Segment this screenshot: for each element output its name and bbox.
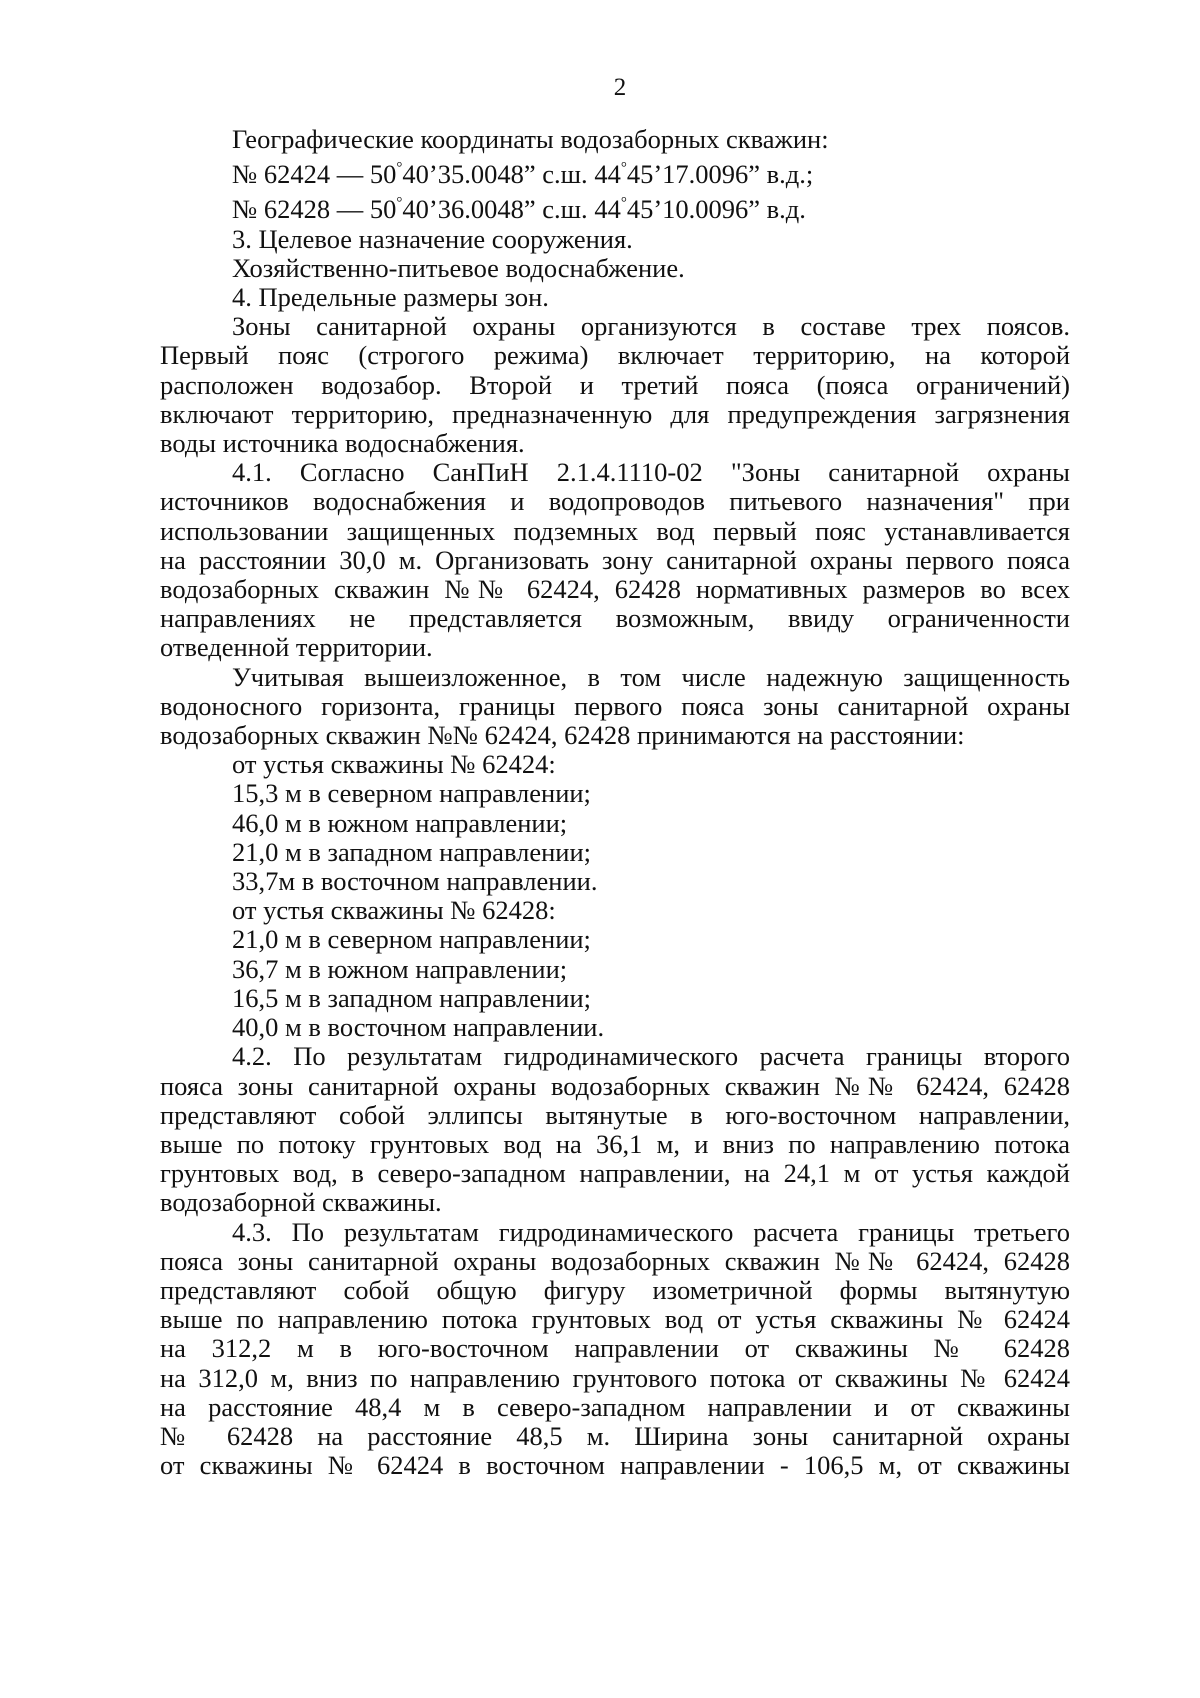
section-3-text: Хозяйственно-питьевое водоснабжение. — [232, 252, 685, 283]
latitude-degrees: 50 — [369, 194, 397, 225]
section-4-3-line: пояса зоны санитарной охраны водозаборных скважин №№ 62424, 62428 — [160, 1245, 1070, 1276]
latitude-degrees: 50 — [369, 159, 397, 190]
section-4-1-line: использовании защищенных подземных вод первый пояс устанавливается — [160, 515, 1070, 546]
longitude-degrees: 44 — [594, 159, 621, 190]
well-62424-distance: 46,0 м в южном направлении; — [232, 807, 568, 838]
section-4-1-line: 4.1. Согласно СанПиН 2.1.4.1110-02 "Зоны санитарной охраны — [232, 457, 1070, 488]
page-number: 2 — [613, 74, 627, 101]
section-4-line: воды источника водоснабжения. — [160, 428, 525, 459]
section-4-1-line: отведенной территории. — [160, 632, 433, 663]
section-4-line: расположен водозабор. Второй и третий пояса (пояса ограничений) — [160, 369, 1070, 400]
dash: — — [330, 159, 370, 190]
section-4-title: 4. Предельные размеры зон. — [232, 282, 549, 313]
section-4-line: Первый пояс (строгого режима) включает территорию, на которой — [160, 340, 1070, 371]
well-62428-distance: 16,5 м в западном направлении; — [232, 982, 592, 1013]
section-4-3-line: представляют собой общую фигуру изометричной формы вытянутую — [160, 1274, 1070, 1305]
well-coordinates-62424 — [160, 154, 1070, 189]
well-62428-distance: 21,0 м в северном направлении; — [232, 924, 591, 955]
longitude-rest: 45’17.0096” в.д.; — [626, 159, 814, 190]
section-4-3-line: на расстояние 48,4 м в северо-западном направлении и от скважины — [160, 1391, 1070, 1422]
section-4-line: включают территорию, предназначенную для предупреждения загрязнения — [160, 398, 1070, 429]
well-62428-heading: от устья скважины № 62428: — [232, 895, 556, 926]
considering-line: водоносного горизонта, границы первого пояса зоны санитарной охраны — [160, 690, 1070, 721]
section-4-2-line: выше по потоку грунтовых вод на 36,1 м, и вниз по направлению потока — [160, 1128, 1070, 1159]
longitude-rest: 45’10.0096” в.д. — [626, 194, 806, 225]
degree-sign: ° — [620, 160, 627, 177]
section-4-2-line: 4.2. По результатам гидродинамического расчета границы второго — [232, 1041, 1070, 1072]
well-number: № 62424 — [232, 159, 331, 190]
document-body — [160, 125, 1070, 1480]
section-4-3-line: от скважины № 62424 в восточном направлении - 106,5 м, от скважины — [160, 1450, 1070, 1481]
section-4-1-line: источников водоснабжения и водопроводов питьевого назначения" при — [160, 486, 1070, 517]
considering-line: водозаборных скважин №№ 62424, 62428 принимаются на расстоянии: — [160, 720, 965, 751]
latitude-rest: 40’36.0048” с.ш. — [402, 194, 595, 225]
section-4-1-line: водозаборных скважин №№ 62424, 62428 нормативных размеров во всех — [160, 574, 1070, 605]
degree-sign: ° — [620, 195, 627, 212]
section-3-title: 3. Целевое назначение сооружения. — [232, 223, 633, 254]
section-4-3-line: 4.3. По результатам гидродинамического расчета границы третьего — [232, 1216, 1070, 1247]
section-4-3-line: на 312,0 м, вниз по направлению грунтового потока от скважины № 62424 — [160, 1362, 1070, 1393]
section-4-2-line: пояса зоны санитарной охраны водозаборных скважин №№ 62424, 62428 — [160, 1070, 1070, 1101]
section-4-1-line: направлениях не представляется возможным, ввиду ограниченности — [160, 603, 1070, 634]
section-4-1-line: на расстоянии 30,0 м. Организовать зону санитарной охраны первого пояса — [160, 544, 1070, 575]
considering-line: Учитывая вышеизложенное, в том числе надежную защищенность — [232, 661, 1070, 692]
section-4-3-line: выше по направлению потока грунтовых вод от устья скважины № 62424 — [160, 1304, 1070, 1335]
well-number: № 62428 — [232, 194, 331, 225]
longitude-degrees: 44 — [594, 194, 621, 225]
well-coordinates-62428 — [160, 189, 1070, 224]
well-62424-distance: 21,0 м в западном направлении; — [232, 836, 592, 867]
section-4-2-line: грунтовых вод, в северо-западном направлении, на 24,1 м от устья каждой — [160, 1158, 1070, 1189]
well-62424-heading: от устья скважины № 62424: — [232, 749, 556, 780]
latitude-rest: 40’35.0048” с.ш. — [402, 159, 595, 190]
dash: — — [330, 194, 370, 225]
section-4-3-line: № 62428 на расстояние 48,5 м. Ширина зоны санитарной охраны — [160, 1420, 1070, 1451]
well-62428-distance: 40,0 м в восточном направлении. — [232, 1012, 605, 1043]
well-62428-distance: 36,7 м в южном направлении; — [232, 953, 568, 984]
section-4-2-line: водозаборной скважины. — [160, 1187, 442, 1218]
section-4-3-line: на 312,2 м в юго-восточном направлении от скважины № 62428 — [160, 1333, 1070, 1364]
section-4-2-line: представляют собой эллипсы вытянутые в юго-восточном направлении, — [160, 1099, 1070, 1130]
well-62424-distance: 15,3 м в северном направлении; — [232, 778, 591, 809]
degree-sign: ° — [396, 160, 403, 177]
degree-sign: ° — [396, 195, 403, 212]
section-4-line: Зоны санитарной охраны организуются в составе трех поясов. — [232, 311, 1070, 342]
well-62424-distance: 33,7м в восточном направлении. — [232, 866, 598, 897]
coordinates-heading: Географические координаты водозаборных скважин: — [232, 124, 829, 154]
